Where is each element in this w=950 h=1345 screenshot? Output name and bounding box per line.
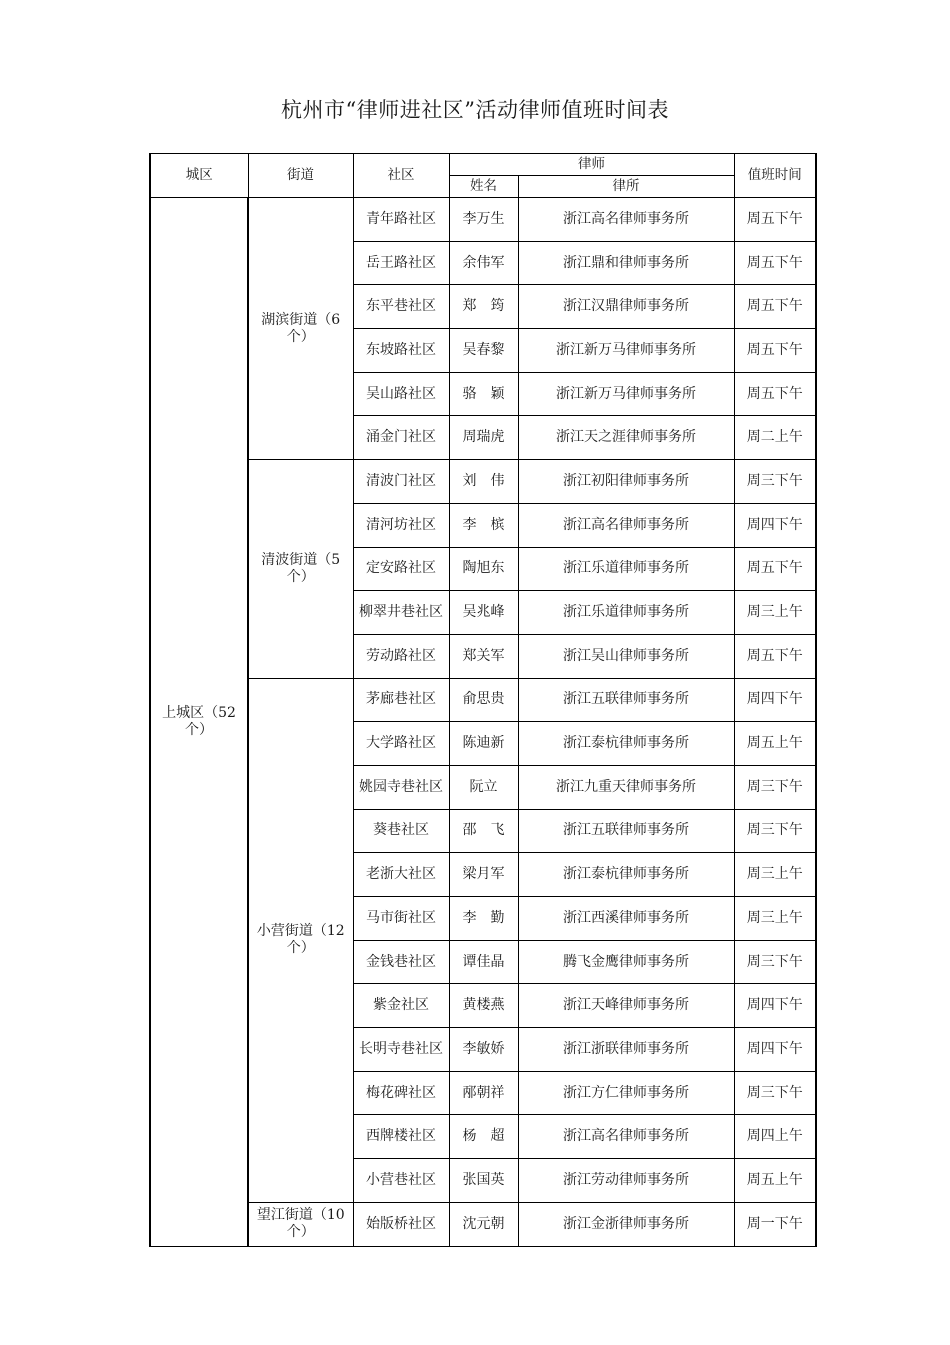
community-cell: 东平巷社区 [353, 285, 449, 329]
lawyer-name-cell: 俞思贵 [449, 678, 518, 722]
law-firm-cell: 浙江汉鼎律师事务所 [518, 285, 734, 329]
law-firm-cell: 浙江西溪律师事务所 [518, 897, 734, 941]
duty-time-cell: 周五下午 [734, 241, 816, 285]
lawyer-name-cell: 梁月军 [449, 853, 518, 897]
lawyer-name-cell: 阮立 [449, 765, 518, 809]
table-row [150, 1202, 816, 1246]
duty-time-cell: 周四下午 [734, 503, 816, 547]
duty-time-cell: 周四上午 [734, 1115, 816, 1159]
law-firm-cell: 浙江劳动律师事务所 [518, 1159, 734, 1203]
table-row [150, 460, 816, 504]
community-cell: 大学路社区 [353, 722, 449, 766]
lawyer-duty-table [149, 153, 817, 1247]
community-cell: 紫金社区 [353, 984, 449, 1028]
law-firm-cell: 浙江五联律师事务所 [518, 809, 734, 853]
community-cell: 老浙大社区 [353, 853, 449, 897]
lawyer-name-cell: 杨 超 [449, 1115, 518, 1159]
community-cell: 梅花碑社区 [353, 1071, 449, 1115]
law-firm-cell: 浙江方仁律师事务所 [518, 1071, 734, 1115]
lawyer-name-cell: 李 槟 [449, 503, 518, 547]
header-duty-time: 值班时间 [734, 154, 816, 198]
community-cell: 始版桥社区 [353, 1202, 449, 1246]
lawyer-name-cell: 余伟军 [449, 241, 518, 285]
street-cell: 小营街道（12个） [248, 678, 353, 1202]
duty-time-cell: 周三上午 [734, 591, 816, 635]
street-cell: 清波街道（5个） [248, 460, 353, 678]
lawyer-name-cell: 吴春黎 [449, 329, 518, 373]
street-cell: 湖滨街道（6个） [248, 198, 353, 460]
law-firm-cell: 浙江乐道律师事务所 [518, 547, 734, 591]
duty-time-cell: 周四下午 [734, 1028, 816, 1072]
community-cell: 小营巷社区 [353, 1159, 449, 1203]
duty-time-cell: 周三上午 [734, 897, 816, 941]
header-street: 街道 [248, 154, 353, 198]
law-firm-cell: 浙江新万马律师事务所 [518, 372, 734, 416]
duty-time-cell: 周五下午 [734, 198, 816, 242]
header-lawyer: 律师 [449, 154, 734, 176]
lawyer-name-cell: 郑关军 [449, 634, 518, 678]
lawyer-name-cell: 吴兆峰 [449, 591, 518, 635]
lawyer-name-cell: 陶旭东 [449, 547, 518, 591]
page-title: 杭州市“律师进社区”活动律师值班时间表 [281, 98, 669, 122]
law-firm-cell: 浙江吴山律师事务所 [518, 634, 734, 678]
duty-time-cell: 周五下午 [734, 285, 816, 329]
law-firm-cell: 浙江泰杭律师事务所 [518, 722, 734, 766]
duty-time-cell: 周三下午 [734, 809, 816, 853]
lawyer-name-cell: 李敏娇 [449, 1028, 518, 1072]
community-cell: 长明寺巷社区 [353, 1028, 449, 1072]
street-cell: 望江街道（10个） [248, 1202, 353, 1246]
law-firm-cell: 浙江乐道律师事务所 [518, 591, 734, 635]
community-cell: 劳动路社区 [353, 634, 449, 678]
community-cell: 西牌楼社区 [353, 1115, 449, 1159]
duty-time-cell: 周四下午 [734, 678, 816, 722]
community-cell: 茅廊巷社区 [353, 678, 449, 722]
community-cell: 青年路社区 [353, 198, 449, 242]
lawyer-name-cell: 沈元朝 [449, 1202, 518, 1246]
table-row [150, 678, 816, 722]
community-cell: 定安路社区 [353, 547, 449, 591]
header-name: 姓名 [449, 176, 518, 198]
header-community: 社区 [353, 154, 449, 198]
lawyer-name-cell: 骆 颖 [449, 372, 518, 416]
header-row [150, 154, 816, 176]
lawyer-name-cell: 周瑞虎 [449, 416, 518, 460]
law-firm-cell: 浙江初阳律师事务所 [518, 460, 734, 504]
lawyer-name-cell: 谭佳晶 [449, 940, 518, 984]
header-district: 城区 [150, 154, 248, 198]
law-firm-cell: 浙江高名律师事务所 [518, 198, 734, 242]
duty-time-cell: 周三下午 [734, 765, 816, 809]
law-firm-cell: 浙江天之涯律师事务所 [518, 416, 734, 460]
header-firm: 律所 [518, 176, 734, 198]
community-cell: 东坡路社区 [353, 329, 449, 373]
community-cell: 姚园寺巷社区 [353, 765, 449, 809]
duty-time-cell: 周三上午 [734, 853, 816, 897]
duty-time-cell: 周五下午 [734, 372, 816, 416]
law-firm-cell: 腾飞金鹰律师事务所 [518, 940, 734, 984]
duty-time-cell: 周五上午 [734, 722, 816, 766]
duty-time-cell: 周三下午 [734, 460, 816, 504]
duty-time-cell: 周五下午 [734, 329, 816, 373]
duty-time-cell: 周四下午 [734, 984, 816, 1028]
duty-time-cell: 周五下午 [734, 547, 816, 591]
law-firm-cell: 浙江五联律师事务所 [518, 678, 734, 722]
community-cell: 柳翠井巷社区 [353, 591, 449, 635]
lawyer-name-cell: 陈迪新 [449, 722, 518, 766]
lawyer-name-cell: 黄楼燕 [449, 984, 518, 1028]
community-cell: 吴山路社区 [353, 372, 449, 416]
district-cell: 上城区（52个） [150, 198, 248, 1247]
duty-time-cell: 周五上午 [734, 1159, 816, 1203]
duty-time-cell: 周三下午 [734, 1071, 816, 1115]
duty-time-cell: 周二上午 [734, 416, 816, 460]
community-cell: 清波门社区 [353, 460, 449, 504]
law-firm-cell: 浙江金浙律师事务所 [518, 1202, 734, 1246]
community-cell: 葵巷社区 [353, 809, 449, 853]
law-firm-cell: 浙江鼎和律师事务所 [518, 241, 734, 285]
lawyer-name-cell: 郑 筠 [449, 285, 518, 329]
law-firm-cell: 浙江新万马律师事务所 [518, 329, 734, 373]
lawyer-name-cell: 刘 伟 [449, 460, 518, 504]
law-firm-cell: 浙江高名律师事务所 [518, 1115, 734, 1159]
duty-time-cell: 周三下午 [734, 940, 816, 984]
law-firm-cell: 浙江泰杭律师事务所 [518, 853, 734, 897]
table-body [150, 198, 816, 1247]
law-firm-cell: 浙江九重天律师事务所 [518, 765, 734, 809]
lawyer-name-cell: 李万生 [449, 198, 518, 242]
community-cell: 马市街社区 [353, 897, 449, 941]
lawyer-name-cell: 邴朝祥 [449, 1071, 518, 1115]
law-firm-cell: 浙江高名律师事务所 [518, 503, 734, 547]
law-firm-cell: 浙江浙联律师事务所 [518, 1028, 734, 1072]
community-cell: 清河坊社区 [353, 503, 449, 547]
duty-time-cell: 周一下午 [734, 1202, 816, 1246]
community-cell: 涌金门社区 [353, 416, 449, 460]
community-cell: 岳王路社区 [353, 241, 449, 285]
lawyer-name-cell: 张国英 [449, 1159, 518, 1203]
law-firm-cell: 浙江天峰律师事务所 [518, 984, 734, 1028]
community-cell: 金钱巷社区 [353, 940, 449, 984]
lawyer-name-cell: 邵 飞 [449, 809, 518, 853]
table-row [150, 198, 816, 242]
lawyer-name-cell: 李 勤 [449, 897, 518, 941]
duty-time-cell: 周五下午 [734, 634, 816, 678]
